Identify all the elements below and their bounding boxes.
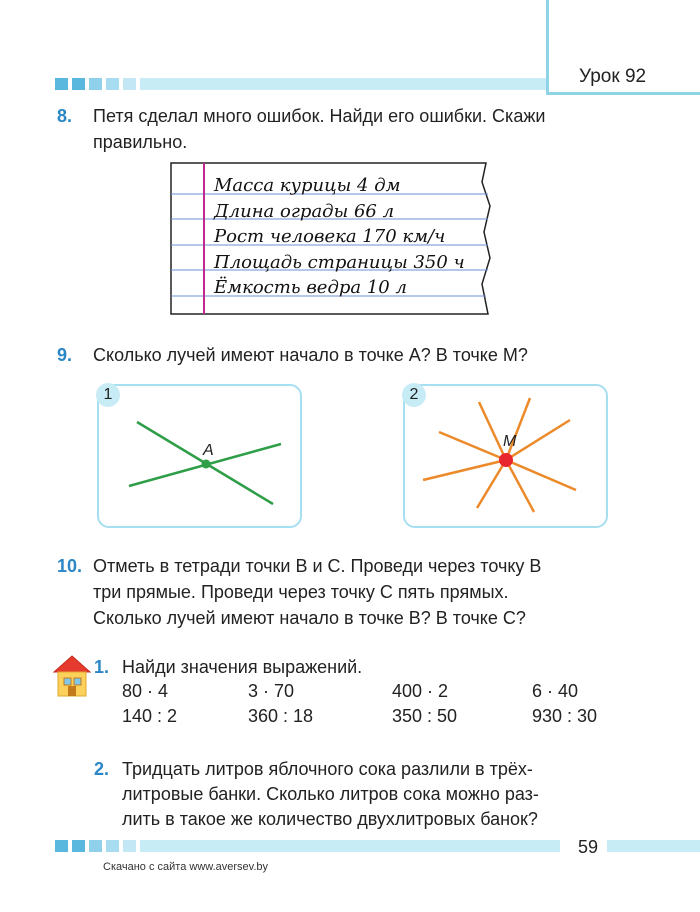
decor-line [140, 840, 560, 852]
task-8-line-1: Петя сделал много ошибок. Найди его ошибки. Скажи [93, 106, 546, 126]
expression: 140 : 2 [122, 706, 178, 726]
decor-square [106, 840, 119, 852]
figure-2-box [403, 384, 608, 528]
notebook-line: Ёмкость ведра 10 л [214, 277, 407, 298]
task-8-line-2: правильно. [93, 132, 188, 152]
page-number: 59 [578, 837, 599, 857]
footer-decor-bar [55, 840, 560, 852]
decor-square [72, 840, 85, 852]
decor-square [89, 840, 102, 852]
task-9-text: Сколько лучей имеют начало в точке A? В точке M? [93, 345, 528, 365]
expression: 80 · 4 [122, 681, 169, 701]
expression: 400 · 2 [392, 681, 449, 701]
decor-square [123, 78, 136, 90]
expression: 360 : 18 [248, 706, 314, 726]
lesson-header-box [546, 0, 700, 95]
home-task-2-line-3: лить в такое же количество двухлитровых банок? [122, 809, 538, 829]
ray [506, 460, 576, 490]
notebook-line: Длина ограды 66 л [214, 201, 395, 222]
decor-square [106, 78, 119, 90]
home-task-1-text: Найди значения выражений. [122, 657, 363, 677]
task-10-line-3: Сколько лучей имеют начало в точке B? В точке C? [93, 608, 526, 628]
footer-decor-line-right [607, 840, 700, 852]
header-decor-bar [55, 78, 546, 90]
task-9-number: 9. [57, 345, 73, 365]
task-10-number: 10. [57, 556, 83, 576]
task-10-line-1: Отметь в тетради точки B и C. Проведи через точку B [93, 556, 542, 576]
notebook-line: Рост человека 170 км/ч [214, 226, 446, 247]
decor-square [55, 840, 68, 852]
point-a-label: A [203, 442, 214, 459]
notebook-line: Масса курицы 4 дм [214, 175, 401, 196]
source-credit: Скачано с сайта www.aversev.by [103, 861, 269, 873]
notebook-page [170, 162, 494, 316]
task-8-number: 8. [57, 106, 73, 126]
home-task-2-line-2: литровые банки. Сколько литров сока можно раз- [122, 784, 539, 804]
figure-2-number: 2 [402, 383, 426, 407]
expression: 3 · 70 [248, 681, 295, 701]
point-m-dot [499, 453, 513, 467]
figure-1-box [97, 384, 302, 528]
decor-square [55, 78, 68, 90]
expression: 6 · 40 [532, 681, 579, 701]
expression: 350 : 50 [392, 706, 458, 726]
home-task-2-number: 2. [94, 759, 110, 779]
figure-1-drawing [99, 386, 299, 526]
point-m-label: M [503, 433, 517, 450]
expression: 930 : 30 [532, 706, 598, 726]
home-task-1-number: 1. [94, 657, 110, 677]
ray [506, 398, 530, 460]
lesson-title: Урок 92 [579, 66, 647, 87]
house-icon [52, 654, 92, 698]
figure-1-number: 1 [96, 383, 120, 407]
ray [423, 460, 506, 480]
decor-line [140, 78, 546, 90]
figure-2-drawing [405, 386, 605, 526]
decor-square [123, 840, 136, 852]
notebook-line: Площадь страницы 350 ч [214, 252, 465, 273]
ray [506, 460, 534, 512]
decor-square [72, 78, 85, 90]
point-a-dot [202, 460, 211, 469]
home-task-2-line-1: Тридцать литров яблочного сока разлили в трёх- [122, 759, 533, 779]
decor-square [89, 78, 102, 90]
task-10-line-2: три прямые. Проведи через точку C пять прямых. [93, 582, 509, 602]
